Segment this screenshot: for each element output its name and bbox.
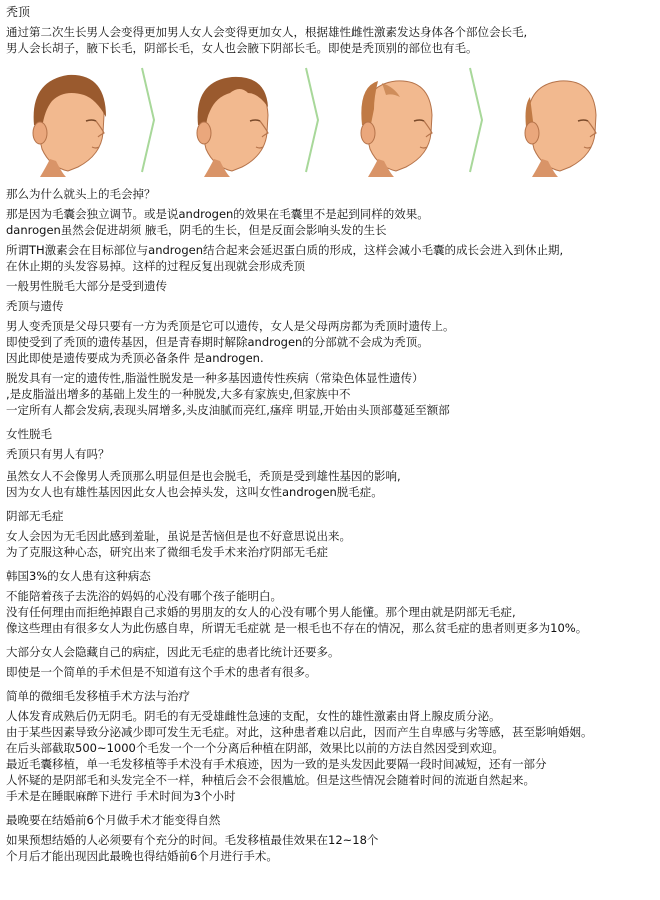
- section-timing: [6, 812, 654, 864]
- text-line: 在后头部截取500~1000个毛发一个一个分离后种植在阴部，效果比以前的方法自然因受到欢迎。: [6, 741, 504, 755]
- text-line: 手术是在睡眠麻醉下进行 手术时间为3个小时: [6, 789, 236, 803]
- text-line: 最近毛囊移植，单一毛发移植等手术没有手术痕迹，因为一致的是头发因此要隔一段时间减短，还有一部分: [6, 757, 547, 771]
- section-heading: 阴部无毛症: [6, 509, 64, 523]
- text-line: 那么为什么就头上的毛会掉？: [6, 187, 156, 201]
- section-heading: 韩国3%的女人患有这种病态: [6, 569, 151, 583]
- section-heading: 秃顶与遗传: [6, 299, 64, 313]
- text-line: 为了克服这种心态，研究出来了微细毛发手术来治疗阴部无毛症: [6, 545, 328, 559]
- text-line: 人体发育成熟后仍无阴毛。阴毛的有无受雄雌性急速的支配，女性的雄性激素由肾上腺皮质分泌。: [6, 709, 501, 723]
- head-stage-2: [170, 63, 290, 178]
- head-stage-4: [498, 63, 618, 178]
- text-line: 即使是一个简单的手术但是不知道有这个手术的患者有很多。: [6, 665, 317, 679]
- text-line: 虽然女人不会像男人秃顶那么明显但是也会脱毛，秃顶是受到雄性基因的影响,: [6, 469, 401, 483]
- text-line: 因为女人也有雄性基因因此女人也会掉头发，这叫女性androgen脱毛症。: [6, 485, 383, 499]
- text-line: 男人变秃顶是父母只要有一方为秃顶是它可以遗传，女人是父母两房都为秃顶时遗传上。: [6, 319, 455, 333]
- text-line: 没有任何理由而拒绝掉跟自己求婚的男朋友的女人的心没有哪个男人能懂。那个理由就是阴部无毛症,: [6, 605, 516, 619]
- text-line: 因此即使是遗传要成为秃顶必备条件 是androgen.: [6, 351, 264, 365]
- section-korea: [6, 568, 654, 636]
- section-why: [6, 186, 654, 274]
- arrow-icon: [290, 65, 334, 175]
- intro-line-1: 通过第二次生长男人会变得更加男人女人会变得更加女人，根据雄性雌性激素发达身体各个部位会长毛,: [6, 25, 528, 39]
- text-line: 一般男性脱毛大部分是受到遗传: [6, 279, 167, 293]
- section-heading: 女性脱毛: [6, 427, 52, 441]
- text-line: 由于某些因素导致分泌减少即可发生无毛症。对此，这种患者难以启此，因而产生自卑感与劣等感，甚至影响婚姻。: [6, 725, 593, 739]
- section-transplant-method: [6, 688, 654, 804]
- section-heading: 最晚要在结婚前6个月做手术才能变得自然: [6, 813, 221, 827]
- text-line: 秃顶只有男人有吗？: [6, 447, 110, 461]
- text-line: 个月后才能出现因此最晚也得结婚前6个月进行手术。: [6, 849, 278, 863]
- text-line: 即使受到了秃顶的遗传基因，但是青春期时解除androgen的分部就不会成为秃顶。: [6, 335, 429, 349]
- text-line: 在休止期的头发容易掉。这样的过程反复出现就会形成秃顶: [6, 259, 305, 273]
- text-line: 不能陪着孩子去洗浴的妈妈的心没有哪个孩子能明白。: [6, 589, 282, 603]
- text-line: 一定所有人都会发病,表现头屑增多,头皮油腻而亮红,瘙痒 明显,开始由头顶部蔓延至额部: [6, 403, 450, 417]
- arrow-icon: [126, 65, 170, 175]
- page-title: 秃顶: [6, 5, 31, 19]
- text-line: 脱发具有一定的遗传性,脂溢性脱发是一种多基因遗传性疾病（常染色体显性遗传）: [6, 371, 424, 385]
- text-line: 女人会因为无毛因此感到羞耻，虽说是苦恼但是也不好意思说出来。: [6, 529, 351, 543]
- text-line: 大部分女人会隐藏自己的病症，因此无毛症的患者比统计还要多。: [6, 645, 340, 659]
- head-stage-1: [6, 63, 126, 178]
- text-line: ,是皮脂溢出增多的基础上发生的一种脱发,大多有家族史,但家族中不: [6, 387, 351, 401]
- section-heredity: [6, 278, 654, 418]
- text-line: 像这些理由有很多女人为此伤感自卑，所谓无毛症就 是一根毛也不存在的情况，那么贫毛症的患者则更多为10%。: [6, 621, 588, 635]
- section-hidden-patients: [6, 644, 654, 680]
- text-line: 所谓TH激素会在目标部位与androgen结合起来会延迟蛋白质的形成，这样会减小毛囊的成长会进入到休止期,: [6, 243, 564, 257]
- text-line: danrogen虽然会促进胡须 腋毛，阴毛的生长，但是反面会影响头发的生长: [6, 223, 387, 237]
- arrow-icon: [454, 65, 498, 175]
- text-line: 那是因为毛囊会独立调节。或是说androgen的效果在毛囊里不是起到同样的效果。: [6, 207, 429, 221]
- section-pubic-hairlessness: [6, 508, 654, 560]
- intro-line-2: 男人会长胡子，腋下长毛，阴部长毛，女人也会腋下阴部长毛。即使是秃顶别的部位也有毛。: [6, 41, 478, 55]
- text-line: 如果预想结婚的人必须要有个充分的时间。毛发移植最佳效果在12~18个: [6, 833, 379, 847]
- hair-loss-stages-illustration: [6, 60, 654, 180]
- head-stage-3: [334, 63, 454, 178]
- section-heading: 简单的微细毛发移植手术方法与治疗: [6, 689, 190, 703]
- text-line: 人怀疑的是阴部毛和头发完全不一样，种植后会不会很尴尬。但是这些情况会随着时间的流逝自然起来。: [6, 773, 535, 787]
- section-female-hair-loss: [6, 426, 654, 500]
